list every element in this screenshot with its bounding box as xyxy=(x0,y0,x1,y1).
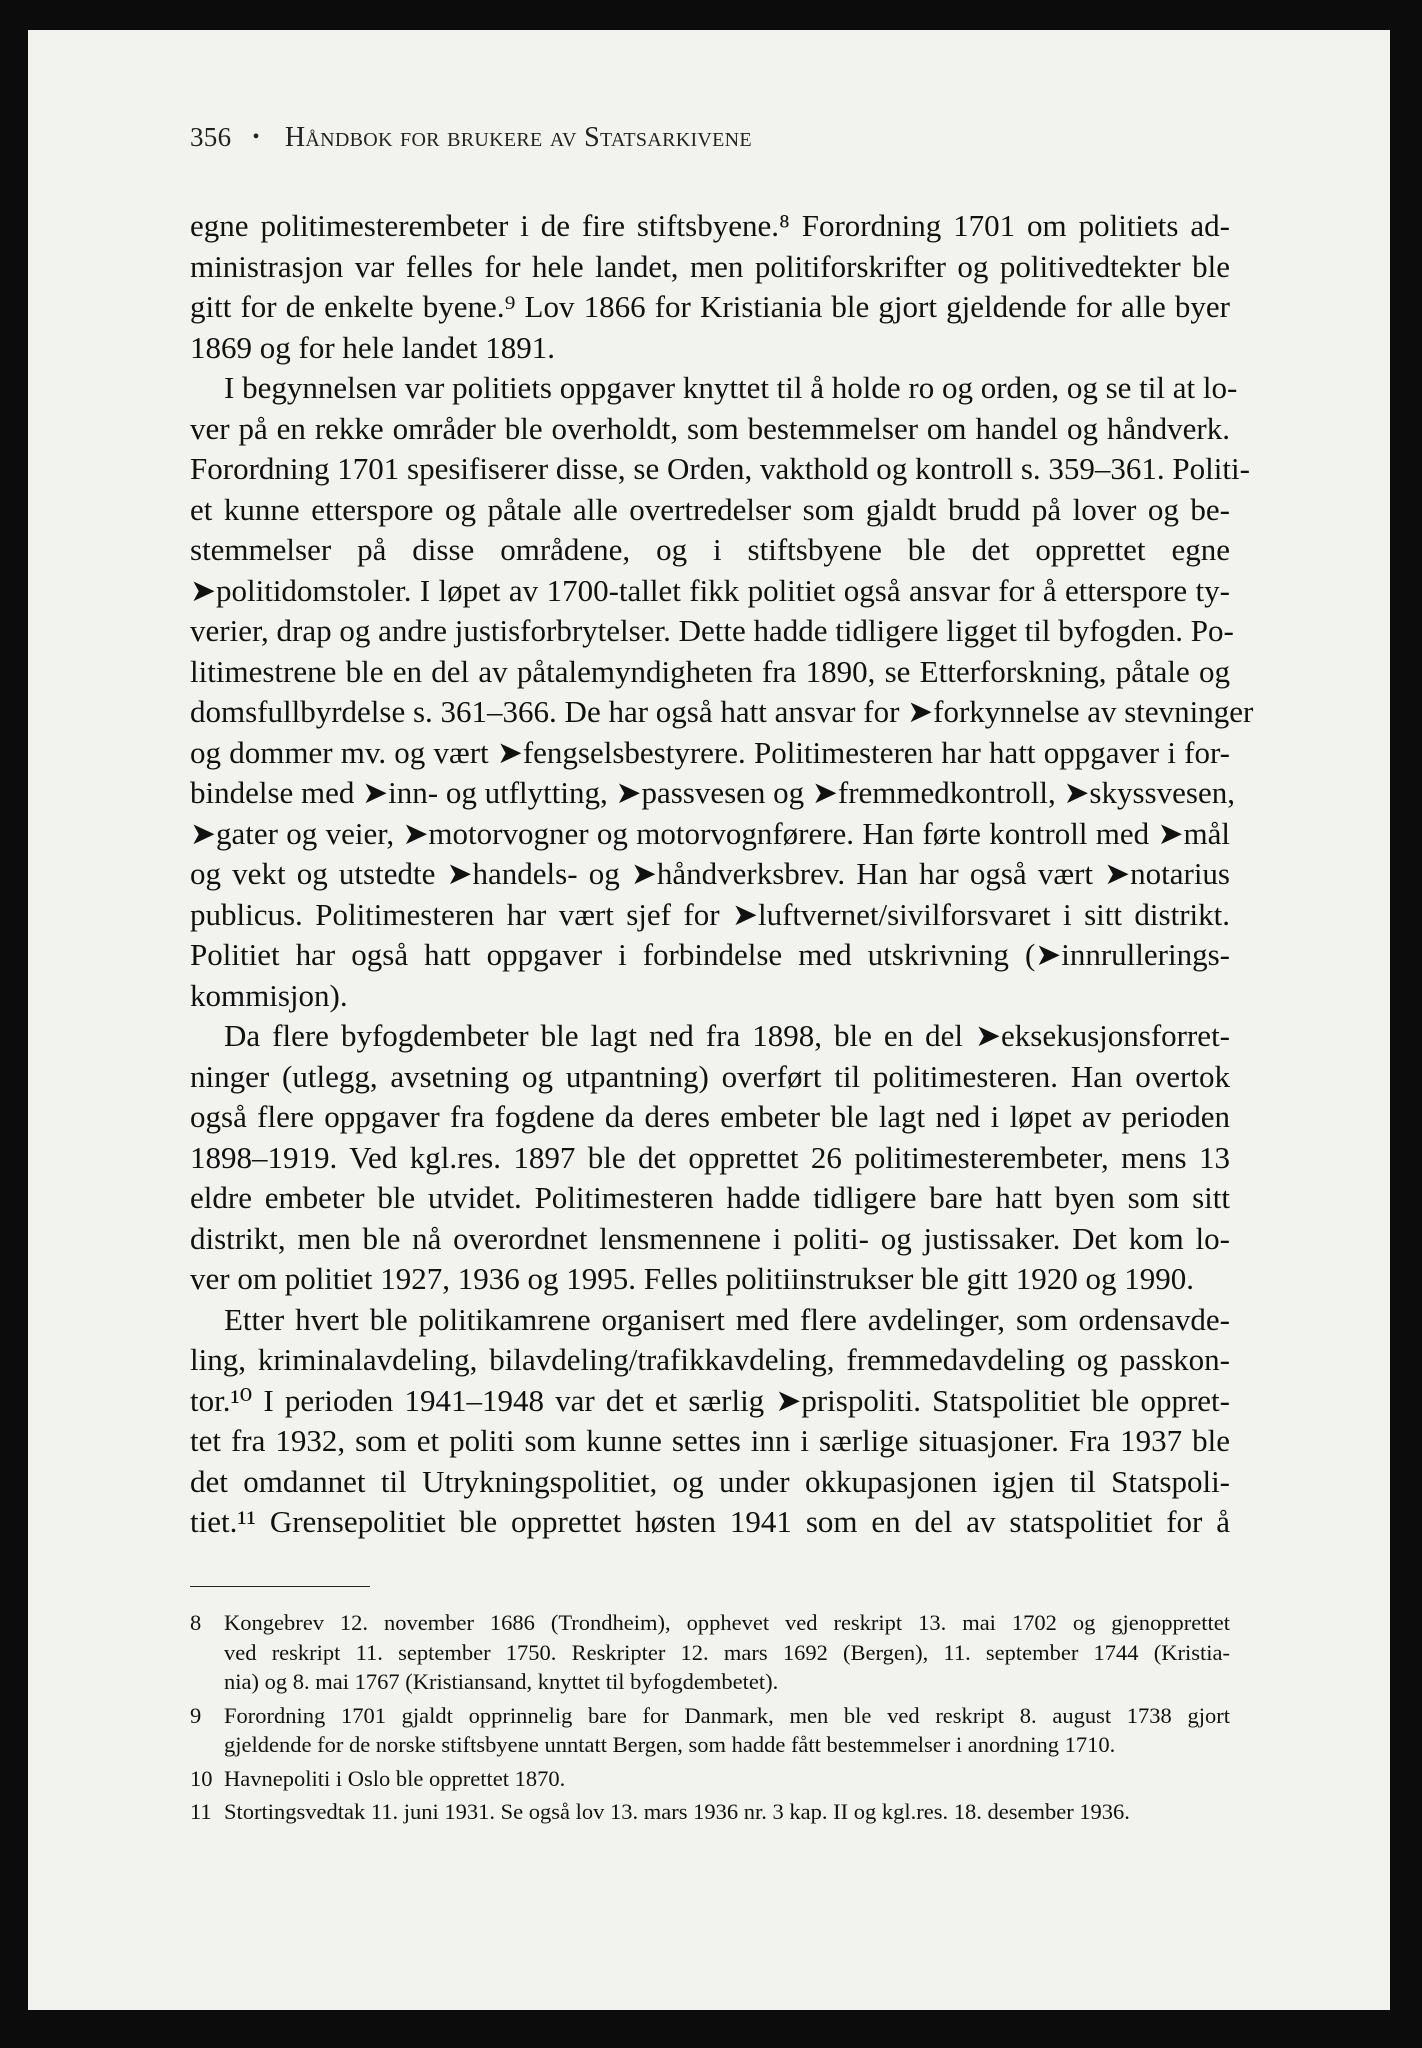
footnote-line xyxy=(190,1764,1230,1794)
footnote-text: Kongebrev 12. november 1686 (Trondheim), opphevet ved reskript 13. mai 1702 og gjenopprettet xyxy=(224,1610,1230,1635)
body-line: 1898–1919. Ved kgl.res. 1897 ble det opprettet 26 politimesterembeter, mens 13 xyxy=(190,1139,1230,1175)
body-line: ver om politiet 1927, 1936 og 1995. Felles politiinstrukser ble gitt 1920 og 1990. xyxy=(190,1261,1194,1296)
body-line: tor.¹⁰ I perioden 1941–1948 var det et særlig ➤prispoliti. Statspolitiet ble oppret- xyxy=(190,1382,1230,1418)
body-line: stemmelser på disse områdene, og i stiftsbyene ble det opprettet egne xyxy=(190,532,1230,567)
body-line: ministrasjon var felles for hele landet, men politiforskrifter og politivedtekter ble xyxy=(190,248,1230,284)
body-line: egne politimesterembeter i de fire stiftsbyene.⁸ Forordning 1701 om politiets ad- xyxy=(190,208,1230,243)
body-line: også flere oppgaver fra fogdene da deres embeter ble lagt ned i løpet av perioden xyxy=(190,1099,1230,1134)
footnote-text: Stortingsvedtak 11. juni 1931. Se også lov 13. mars 1936 nr. 3 kap. II og kgl.res. 18. desember 1936. xyxy=(224,1799,1130,1824)
footnote-line xyxy=(190,1701,1230,1731)
body-line: I begynnelsen var politiets oppgaver knyttet til å holde ro og orden, og se til at lo- xyxy=(224,370,1238,405)
body-line: verier, drap og andre justisforbrytelser. Dette hadde tidligere ligget til byfogden. Po- xyxy=(190,613,1234,648)
body-line: bindelse med ➤inn- og utflytting, ➤passvesen og ➤fremmedkontroll, ➤skyssvesen, xyxy=(190,775,1235,810)
footnote-line xyxy=(190,1730,1230,1760)
body-line: publicus. Politimesteren har vært sjef for ➤luftvernet/sivilforsvaret i sitt distrikt. xyxy=(190,896,1230,932)
body-line: det omdannet til Utrykningspolitiet, og under okkupasjonen igjen til Statspoli- xyxy=(190,1463,1230,1499)
body-line: ➤gater og veier, ➤motorvogner og motorvognførere. Han førte kontroll med ➤mål xyxy=(190,815,1230,851)
body-line: et kunne etterspore og påtale alle overtredelser som gjaldt brudd på lover og be- xyxy=(190,491,1230,527)
body-line: domsfullbyrdelse s. 361–366. De har også hatt ansvar for ➤forkynnelse av stevninger xyxy=(190,694,1254,729)
footnote-number: 8 xyxy=(190,1610,202,1635)
body-line: ver på en rekke områder ble overholdt, som bestemmelser om handel og håndverk. xyxy=(190,410,1230,446)
body-line: ➤politidomstoler. I løpet av 1700-tallet fikk politiet også ansvar for å etterspore ty- xyxy=(190,572,1230,608)
body-line: og vekt og utstedte ➤handels- og ➤håndverksbrev. Han har også vært ➤notarius xyxy=(190,856,1230,891)
footnote-text: gjeldende for de norske stiftsbyene unntatt Bergen, som hadde fått bestemmelser i anordning 1710. xyxy=(224,1732,1116,1757)
body-line: 1869 og for hele landet 1891. xyxy=(190,329,556,365)
body-line: kommisjon). xyxy=(190,977,348,1013)
footnote-text: Havnepoliti i Oslo ble opprettet 1870. xyxy=(224,1765,566,1791)
footnote-line xyxy=(190,1638,1230,1668)
book-title: Håndbok for brukere av Statsarkivene xyxy=(284,122,752,153)
footnote-number: 11 xyxy=(190,1799,212,1824)
body-line: Forordning 1701 spesifiserer disse, se Orden, vakthold og kontroll s. 359–361. Politi- xyxy=(190,451,1250,486)
body-line: ninger (utlegg, avsetning og utpantning) overført til politimesteren. Han overtok xyxy=(190,1058,1230,1094)
body-line: tiet.¹¹ Grensepolitiet ble opprettet høsten 1941 som en del av statspolitiet for å xyxy=(190,1504,1230,1539)
body-line: ling, kriminalavdeling, bilavdeling/trafikkavdeling, fremmedavdeling og passkon- xyxy=(190,1342,1230,1377)
body-line: Etter hvert ble politikamrene organisert med flere avdelinger, som ordensavde- xyxy=(224,1301,1230,1337)
body-line: tet fra 1932, som et politi som kunne settes inn i særlige situasjoner. Fra 1937 ble xyxy=(190,1423,1230,1458)
body-line: litimestrene ble en del av påtalemyndigheten fra 1890, se Etterforskning, påtale og xyxy=(190,653,1230,689)
footnote-rule xyxy=(190,1586,370,1587)
footnote-text: ved reskript 11. september 1750. Reskripter 12. mars 1692 (Bergen), 11. september 1744 (Kristia- xyxy=(224,1639,1230,1665)
footnote-gap xyxy=(190,1827,1230,1831)
body-line: distrikt, men ble nå overordnet lensmennene i politi- og justissaker. Det kom lo- xyxy=(190,1220,1230,1256)
body-line: eldre embeter ble utvidet. Politimesteren hadde tidligere bare hatt byen som sitt xyxy=(190,1180,1230,1215)
body-line: Da flere byfogdembeter ble lagt ned fra 1898, ble en del ➤eksekusjonsforret- xyxy=(224,1018,1230,1053)
footnotes xyxy=(190,1608,1230,1831)
footnote-text: nia) og 8. mai 1767 (Kristiansand, knyttet til byfogdembetet). xyxy=(224,1669,779,1694)
footnote-text: Forordning 1701 gjaldt opprinnelig bare for Danmark, men ble ved reskript 8. august 1738 gjort xyxy=(224,1702,1230,1728)
book-page xyxy=(28,30,1390,2010)
body-line: Politiet har også hatt oppgaver i forbindelse med utskrivning (➤innrullerings- xyxy=(190,937,1230,972)
footnote-line xyxy=(190,1608,1230,1638)
body-line: gitt for de enkelte byene.⁹ Lov 1866 for Kristiania ble gjort gjeldende for alle byer xyxy=(190,289,1230,324)
footnote-number: 9 xyxy=(190,1702,202,1728)
body-line: og dommer mv. og vært ➤fengselsbestyrere. Politimesteren har hatt oppgaver i for- xyxy=(190,734,1230,770)
footnote-line xyxy=(190,1667,1230,1697)
body-text xyxy=(190,206,1254,1543)
running-header xyxy=(190,122,752,154)
header-bullet: • xyxy=(252,126,260,148)
footnote-number: 10 xyxy=(190,1765,213,1791)
footnote-line xyxy=(190,1797,1230,1827)
page-number: 356 xyxy=(190,122,232,152)
